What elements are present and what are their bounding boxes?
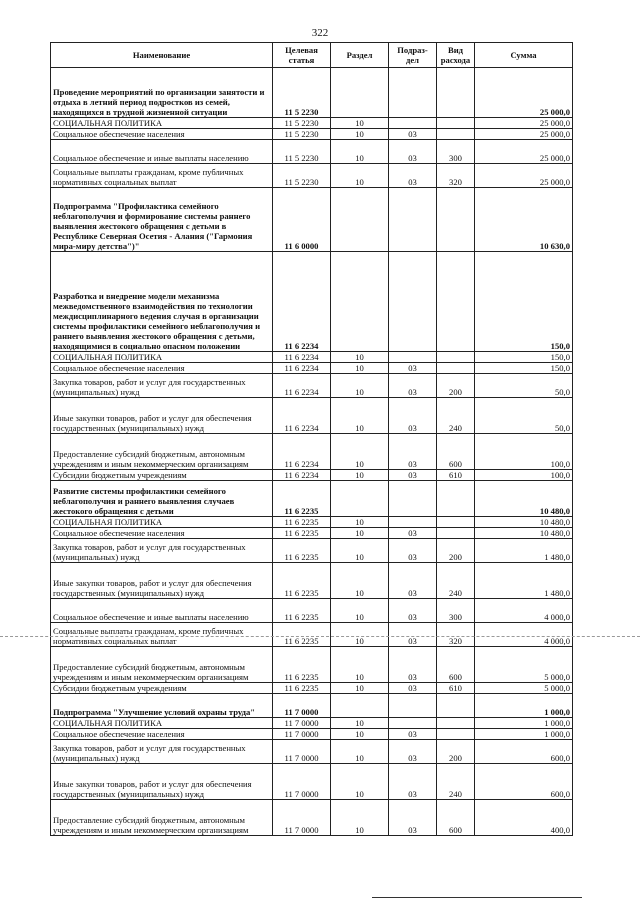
row-section <box>331 481 389 517</box>
row-sum: 100,0 <box>475 470 573 481</box>
row-name: Иные закупки товаров, работ и услуг для обеспечения государственных (муниципальных) нужд <box>51 563 273 599</box>
row-sum: 50,0 <box>475 374 573 398</box>
row-section: 10 <box>331 118 389 129</box>
row-section: 10 <box>331 363 389 374</box>
row-sum: 150,0 <box>475 252 573 352</box>
row-name: СОЦИАЛЬНАЯ ПОЛИТИКА <box>51 718 273 729</box>
table-row <box>51 800 573 836</box>
row-name: СОЦИАЛЬНАЯ ПОЛИТИКА <box>51 517 273 528</box>
table-row <box>51 647 573 683</box>
row-section: 10 <box>331 647 389 683</box>
row-expense: 610 <box>437 683 475 694</box>
row-expense <box>437 363 475 374</box>
row-sum: 5 000,0 <box>475 683 573 694</box>
row-subsection <box>389 481 437 517</box>
row-section: 10 <box>331 164 389 188</box>
row-sum: 150,0 <box>475 352 573 363</box>
row-target: 11 7 0000 <box>273 729 331 740</box>
row-target: 11 6 2235 <box>273 647 331 683</box>
table-row <box>51 129 573 140</box>
row-section: 10 <box>331 140 389 164</box>
table-row <box>51 252 573 352</box>
row-name: Субсидии бюджетным учреждениям <box>51 470 273 481</box>
row-subsection <box>389 188 437 252</box>
header-sum: Сумма <box>475 43 573 68</box>
row-subsection: 03 <box>389 434 437 470</box>
row-expense: 320 <box>437 164 475 188</box>
row-section: 10 <box>331 374 389 398</box>
row-subsection <box>389 694 437 718</box>
row-subsection <box>389 352 437 363</box>
row-target: 11 5 2230 <box>273 68 331 118</box>
row-name: Предоставление субсидий бюджетным, автономным учреждениям и иным некоммерческим организациям <box>51 800 273 836</box>
row-expense <box>437 718 475 729</box>
row-subsection <box>389 68 437 118</box>
row-sum: 1 000,0 <box>475 694 573 718</box>
row-subsection <box>389 718 437 729</box>
row-expense <box>437 517 475 528</box>
row-section: 10 <box>331 800 389 836</box>
row-subsection: 03 <box>389 563 437 599</box>
table-row <box>51 599 573 623</box>
table-row <box>51 188 573 252</box>
row-target: 11 7 0000 <box>273 694 331 718</box>
row-name: Иные закупки товаров, работ и услуг для обеспечения государственных (муниципальных) нужд <box>51 764 273 800</box>
row-target: 11 6 2235 <box>273 517 331 528</box>
row-name: Предоставление субсидий бюджетным, автономным учреждениям и иным некоммерческим организациям <box>51 647 273 683</box>
row-sum: 1 000,0 <box>475 729 573 740</box>
table-row <box>51 718 573 729</box>
row-expense <box>437 129 475 140</box>
row-sum: 10 480,0 <box>475 528 573 539</box>
row-sum: 50,0 <box>475 398 573 434</box>
row-subsection: 03 <box>389 740 437 764</box>
row-subsection <box>389 517 437 528</box>
row-target: 11 6 2235 <box>273 481 331 517</box>
row-target: 11 5 2230 <box>273 129 331 140</box>
row-target: 11 7 0000 <box>273 800 331 836</box>
row-section: 10 <box>331 764 389 800</box>
row-target: 11 7 0000 <box>273 740 331 764</box>
row-name: Иные закупки товаров, работ и услуг для обеспечения государственных (муниципальных) нужд <box>51 398 273 434</box>
row-expense <box>437 68 475 118</box>
table-row <box>51 563 573 599</box>
table-row <box>51 140 573 164</box>
row-sum: 1 480,0 <box>475 563 573 599</box>
row-target: 11 7 0000 <box>273 764 331 800</box>
row-expense: 200 <box>437 374 475 398</box>
row-sum: 10 480,0 <box>475 481 573 517</box>
table-row <box>51 398 573 434</box>
row-expense: 610 <box>437 470 475 481</box>
table-row <box>51 683 573 694</box>
row-subsection: 03 <box>389 398 437 434</box>
row-subsection: 03 <box>389 764 437 800</box>
row-target: 11 5 2230 <box>273 140 331 164</box>
row-target: 11 6 2235 <box>273 528 331 539</box>
row-target: 11 5 2230 <box>273 118 331 129</box>
row-section: 10 <box>331 528 389 539</box>
row-expense: 240 <box>437 398 475 434</box>
row-section <box>331 68 389 118</box>
row-expense: 600 <box>437 434 475 470</box>
row-name: Социальные выплаты гражданам, кроме публичных нормативных социальных выплат <box>51 623 273 647</box>
row-section <box>331 694 389 718</box>
row-expense <box>437 252 475 352</box>
row-section: 10 <box>331 129 389 140</box>
row-subsection: 03 <box>389 683 437 694</box>
row-subsection <box>389 252 437 352</box>
row-subsection: 03 <box>389 374 437 398</box>
table-row <box>51 694 573 718</box>
row-target: 11 6 2234 <box>273 398 331 434</box>
row-target: 11 6 2234 <box>273 252 331 352</box>
row-section: 10 <box>331 398 389 434</box>
row-name: Закупка товаров, работ и услуг для государственных (муниципальных) нужд <box>51 740 273 764</box>
row-name: Проведение мероприятий по организации занятости и отдыха в летний период подростков из семей, находящихся в трудной жизненной ситуации <box>51 68 273 118</box>
row-target: 11 6 2234 <box>273 363 331 374</box>
header-subsection: Подраз-дел <box>389 43 437 68</box>
row-sum: 600,0 <box>475 764 573 800</box>
row-subsection: 03 <box>389 164 437 188</box>
row-section: 10 <box>331 729 389 740</box>
row-name: Подпрограмма "Улучшение условий охраны труда" <box>51 694 273 718</box>
row-section: 10 <box>331 718 389 729</box>
row-name: СОЦИАЛЬНАЯ ПОЛИТИКА <box>51 352 273 363</box>
row-section: 10 <box>331 352 389 363</box>
row-subsection: 03 <box>389 363 437 374</box>
footer-rule <box>372 897 582 898</box>
row-sum: 600,0 <box>475 740 573 764</box>
table-row <box>51 118 573 129</box>
header-row <box>51 43 573 68</box>
row-name: Подпрограмма "Профилактика семейного неблагополучия и формирование системы раннего выявления жестокого обращения с детьми в Республике Северная Осетия - Алания ("Гармония мира-миру детства")" <box>51 188 273 252</box>
row-sum: 4 000,0 <box>475 599 573 623</box>
row-subsection: 03 <box>389 623 437 647</box>
row-target: 11 6 2235 <box>273 563 331 599</box>
row-sum: 150,0 <box>475 363 573 374</box>
table-row <box>51 729 573 740</box>
row-expense: 240 <box>437 563 475 599</box>
row-subsection: 03 <box>389 470 437 481</box>
row-target: 11 6 2235 <box>273 539 331 563</box>
row-expense: 600 <box>437 800 475 836</box>
row-subsection: 03 <box>389 647 437 683</box>
row-target: 11 6 2235 <box>273 683 331 694</box>
row-name: Социальное обеспечение населения <box>51 528 273 539</box>
row-section: 10 <box>331 563 389 599</box>
row-expense <box>437 729 475 740</box>
row-section: 10 <box>331 539 389 563</box>
table-row <box>51 352 573 363</box>
row-target: 11 6 2234 <box>273 352 331 363</box>
table-row <box>51 470 573 481</box>
table-row <box>51 623 573 647</box>
row-name: Разработка и внедрение модели механизма межведомственного взаимодействия по технологии междисциплинарного ведения случая в организации системы профилактики семейного неблагополучия и раннего выявления жестокого обращения с детьми, находящимися в социально опасном положении <box>51 252 273 352</box>
row-name: Предоставление субсидий бюджетным, автономным учреждениям и иным некоммерческим организациям <box>51 434 273 470</box>
row-name: Социальное обеспечение и иные выплаты населению <box>51 140 273 164</box>
header-expense: Вид расхода <box>437 43 475 68</box>
row-target: 11 7 0000 <box>273 718 331 729</box>
header-target: Целевая статья <box>273 43 331 68</box>
row-subsection: 03 <box>389 539 437 563</box>
row-subsection <box>389 118 437 129</box>
row-target: 11 6 2234 <box>273 374 331 398</box>
row-section <box>331 252 389 352</box>
row-sum: 400,0 <box>475 800 573 836</box>
table-row <box>51 68 573 118</box>
header-name: Наименование <box>51 43 273 68</box>
row-target: 11 6 2234 <box>273 434 331 470</box>
row-name: Субсидии бюджетным учреждениям <box>51 683 273 694</box>
row-section <box>331 188 389 252</box>
row-expense: 320 <box>437 623 475 647</box>
row-subsection: 03 <box>389 528 437 539</box>
table-row <box>51 517 573 528</box>
row-sum: 10 480,0 <box>475 517 573 528</box>
row-expense: 200 <box>437 740 475 764</box>
row-subsection: 03 <box>389 729 437 740</box>
table-row <box>51 481 573 517</box>
row-subsection: 03 <box>389 599 437 623</box>
row-sum: 100,0 <box>475 434 573 470</box>
row-sum: 4 000,0 <box>475 623 573 647</box>
row-expense: 300 <box>437 140 475 164</box>
row-section: 10 <box>331 740 389 764</box>
row-sum: 5 000,0 <box>475 647 573 683</box>
row-expense <box>437 352 475 363</box>
row-name: Развитие системы профилактики семейного неблагополучия и раннего выявления случаев жестокого обращения с детьми <box>51 481 273 517</box>
table-row <box>51 164 573 188</box>
row-section: 10 <box>331 517 389 528</box>
row-sum: 1 480,0 <box>475 539 573 563</box>
table-row <box>51 363 573 374</box>
row-expense: 200 <box>437 539 475 563</box>
row-expense <box>437 481 475 517</box>
page-number: 322 <box>311 27 329 39</box>
row-section: 10 <box>331 434 389 470</box>
table-row <box>51 434 573 470</box>
row-expense: 600 <box>437 647 475 683</box>
table-row <box>51 740 573 764</box>
row-target: 11 5 2230 <box>273 164 331 188</box>
row-section: 10 <box>331 470 389 481</box>
row-target: 11 6 2235 <box>273 623 331 647</box>
row-expense: 300 <box>437 599 475 623</box>
table-row <box>51 764 573 800</box>
row-expense: 240 <box>437 764 475 800</box>
row-target: 11 6 2235 <box>273 599 331 623</box>
table-row <box>51 374 573 398</box>
row-section: 10 <box>331 683 389 694</box>
row-subsection: 03 <box>389 129 437 140</box>
row-name: Социальное обеспечение населения <box>51 129 273 140</box>
row-subsection: 03 <box>389 140 437 164</box>
row-section: 10 <box>331 623 389 647</box>
row-sum: 25 000,0 <box>475 164 573 188</box>
row-name: Закупка товаров, работ и услуг для государственных (муниципальных) нужд <box>51 374 273 398</box>
table-body <box>51 68 573 836</box>
row-expense <box>437 694 475 718</box>
row-name: Социальное обеспечение населения <box>51 729 273 740</box>
row-subsection: 03 <box>389 800 437 836</box>
row-sum: 25 000,0 <box>475 140 573 164</box>
row-sum: 25 000,0 <box>475 68 573 118</box>
row-sum: 25 000,0 <box>475 129 573 140</box>
row-target: 11 6 2234 <box>273 470 331 481</box>
scan-dashed-divider <box>0 636 640 637</box>
row-target: 11 6 0000 <box>273 188 331 252</box>
row-name: Социальное обеспечение и иные выплаты населению <box>51 599 273 623</box>
row-sum: 10 630,0 <box>475 188 573 252</box>
row-name: Социальное обеспечение населения <box>51 363 273 374</box>
table-row <box>51 539 573 563</box>
row-name: Закупка товаров, работ и услуг для государственных (муниципальных) нужд <box>51 539 273 563</box>
row-expense <box>437 528 475 539</box>
table-row <box>51 528 573 539</box>
header-section: Раздел <box>331 43 389 68</box>
budget-table <box>50 42 573 836</box>
row-name: Социальные выплаты гражданам, кроме публичных нормативных социальных выплат <box>51 164 273 188</box>
row-expense <box>437 118 475 129</box>
row-sum: 25 000,0 <box>475 118 573 129</box>
row-name: СОЦИАЛЬНАЯ ПОЛИТИКА <box>51 118 273 129</box>
row-sum: 1 000,0 <box>475 718 573 729</box>
row-section: 10 <box>331 599 389 623</box>
row-expense <box>437 188 475 252</box>
